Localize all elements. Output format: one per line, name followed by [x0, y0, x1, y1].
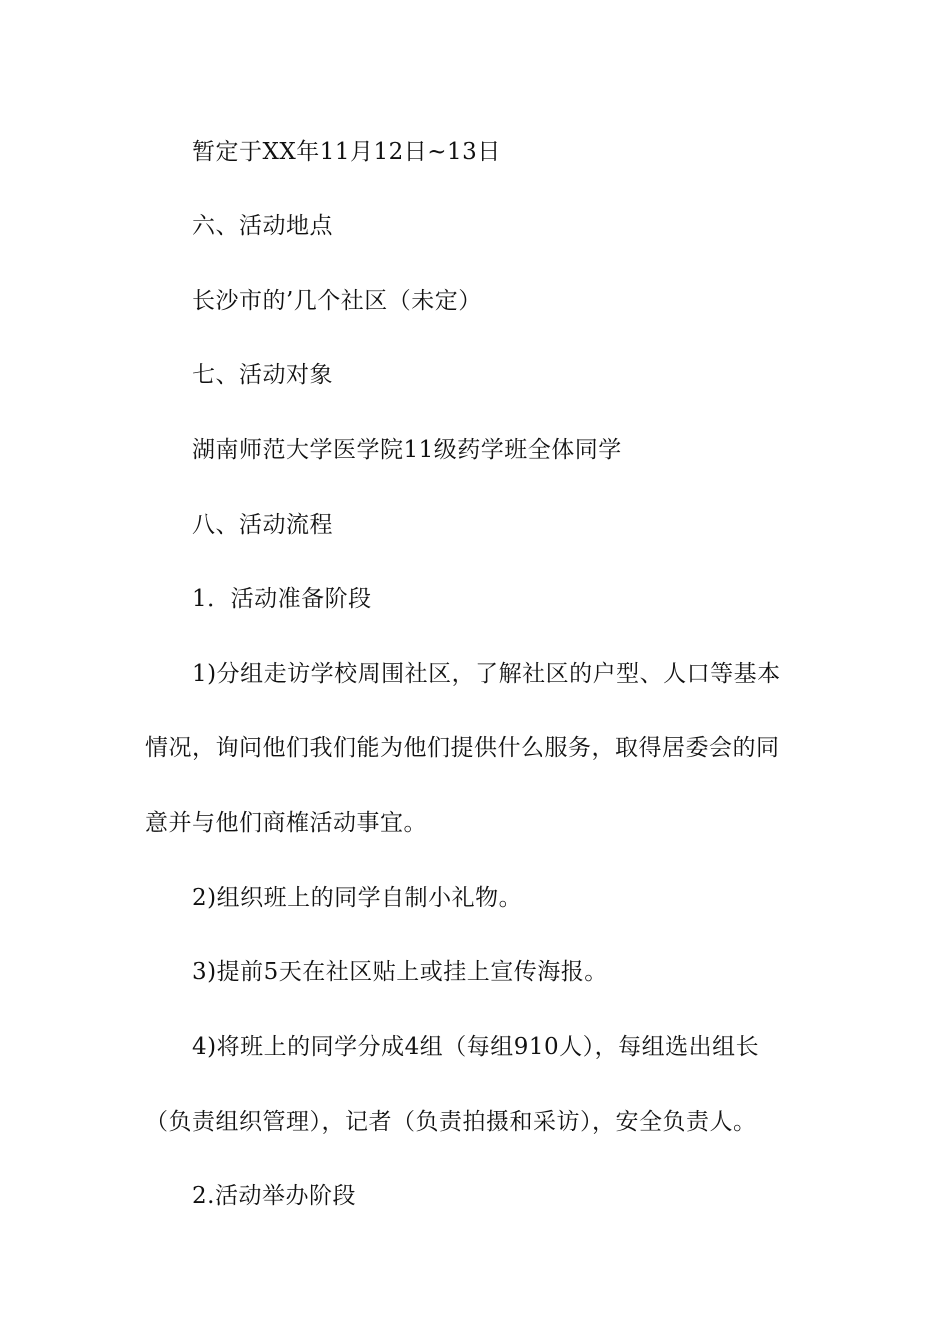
participants-text: 湖南师范大学医学院11级药学班全体同学 [192, 437, 622, 463]
paragraph-line: 4)将班上的同学分成4组（每组910人），每组选出组长 [192, 1034, 760, 1060]
paragraph-line: 2)组织班上的同学自制小礼物。 [192, 885, 523, 911]
paragraph-line: 1)分组走访学校周围社区，了解社区的户型、人口等基本 [192, 661, 781, 687]
paragraph-line: 情况，询问他们我们能为他们提供什么服务，取得居委会的同 [145, 735, 780, 761]
section-heading-process: 八、活动流程 [192, 512, 333, 538]
date-text: 暂定于XX年11月12日~13日 [192, 139, 501, 165]
paragraph-line: 3)提前5天在社区贴上或挂上宣传海报。 [192, 959, 608, 985]
paragraph-line: 意并与他们商榷活动事宜。 [145, 810, 427, 836]
subheading-preparation: 1．活动准备阶段 [192, 586, 372, 612]
paragraph-line: （负责组织管理），记者（负责拍摄和采访），安全负责人。 [145, 1109, 757, 1135]
section-heading-participants: 七、活动对象 [192, 362, 333, 388]
subheading-event-stage: 2.活动举办阶段 [192, 1183, 356, 1209]
location-text: 长沙市的’几个社区（未定） [192, 288, 482, 314]
section-heading-location: 六、活动地点 [192, 213, 333, 239]
